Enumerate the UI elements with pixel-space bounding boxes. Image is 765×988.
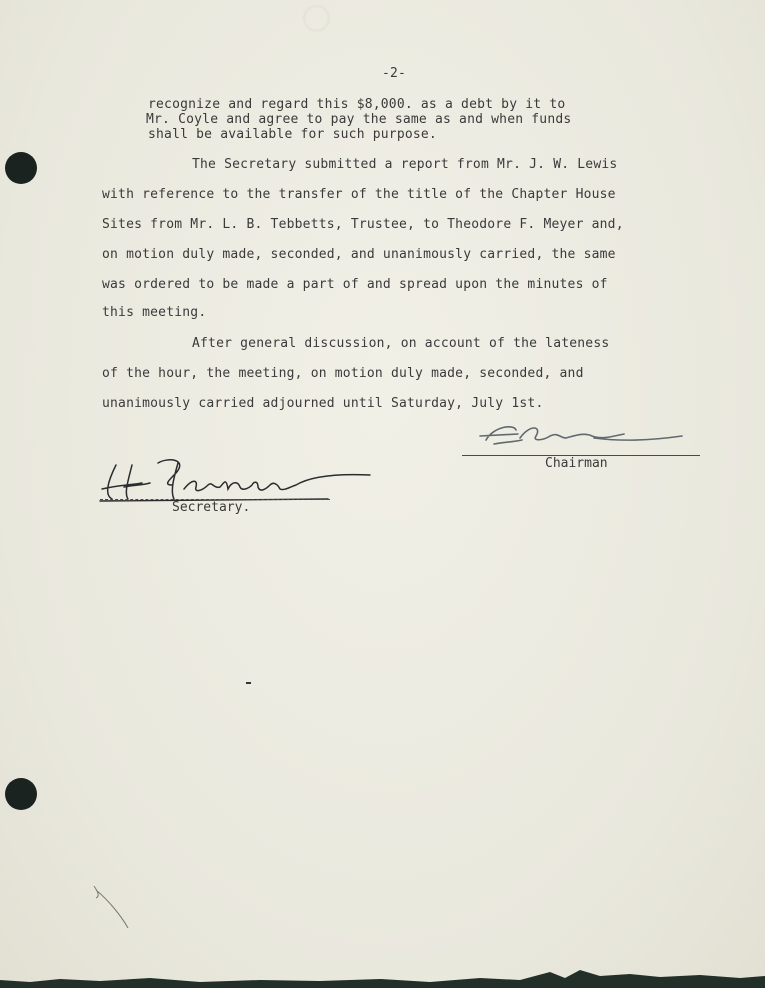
watermark: ◯ <box>294 5 345 32</box>
paragraph2-line-3: Sites from Mr. L. B. Tebbetts, Trustee, to Theodore F. Meyer and, <box>102 217 624 232</box>
chairman-label: Chairman <box>545 456 608 471</box>
paragraph2-line-2: with reference to the transfer of the title of the Chapter House <box>102 187 616 202</box>
page-number: -2- <box>382 66 407 81</box>
paragraph3-line-2: of the hour, the meeting, on motion duly made, seconded, and <box>102 366 584 381</box>
corner-crease <box>90 884 132 932</box>
punch-hole-bottom <box>5 778 37 810</box>
paragraph2-line-1: The Secretary submitted a report from Mr. J. W. Lewis <box>192 157 618 172</box>
paragraph2-line-6: this meeting. <box>102 305 207 320</box>
opening-line-3: shall be available for such purpose. <box>148 127 437 142</box>
stray-mark <box>246 682 251 684</box>
secretary-label: Secretary. <box>172 500 251 515</box>
chairman-signature <box>474 418 689 454</box>
opening-line-1: recognize and regard this $8,000. as a debt by it to <box>148 97 566 112</box>
torn-bottom-edge <box>0 964 765 988</box>
paragraph2-line-4: on motion duly made, seconded, and unanimously carried, the same <box>102 247 616 262</box>
punch-hole-top <box>5 152 37 184</box>
paragraph3-line-1: After general discussion, on account of the lateness <box>192 336 610 351</box>
paragraph2-line-5: was ordered to be made a part of and spread upon the minutes of <box>102 277 608 292</box>
paragraph3-line-3: unanimously carried adjourned until Saturday, July 1st. <box>102 396 544 411</box>
opening-line-2: Mr. Coyle and agree to pay the same as and when funds <box>146 112 572 127</box>
